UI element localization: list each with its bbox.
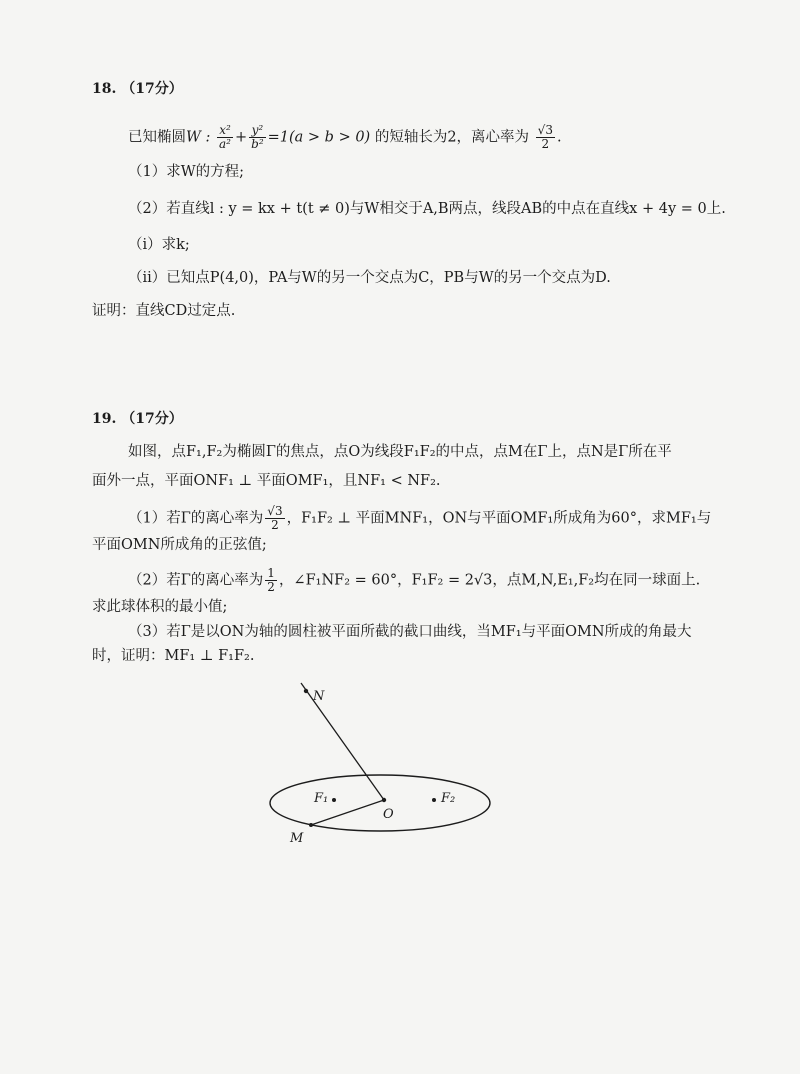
label-N: N — [313, 689, 325, 704]
question-18-part-1: （1）求W的方程; — [128, 164, 245, 180]
ellipse-gamma — [270, 775, 490, 831]
question-19-part-3-line-2: 时，证明：MF₁ ⊥ F₁F₂. — [92, 648, 255, 664]
label-O: O — [383, 807, 394, 822]
fraction-x: $\frac{\text{x²}}{\text{a²}}$ — [219, 123, 231, 151]
question-19-points: （17分） — [121, 411, 183, 427]
label-M: M — [290, 831, 304, 846]
question-19-part-3-line-1: （3）若Γ是以ON为轴的圆柱被平面所截的截口曲线，当MF₁与平面OMN所成的角最大 — [128, 624, 692, 640]
question-19-stem-line-1: 如图，点F₁,F₂为椭圆Γ的焦点，点O为线段F₁F₂的中点，点M在Γ上，点N是Γ所在平 — [128, 444, 672, 460]
eccentricity-fraction: $\frac{√3}{2}$ — [537, 123, 553, 151]
fraction-y: $\frac{\text{y²}}{\text{b²}}$ — [251, 123, 264, 151]
question-19-part-2-line-1: （2）若Γ的离心率为 $\frac{1}{2}$ ，∠F₁NF₂ = 60°，F₁F₂ = 2√3，点M,N,E₁,F₂均在同一球面上. — [128, 566, 701, 594]
question-18-number: 18. — [92, 81, 117, 97]
question-18-proof: 证明：直线CD过定点. — [92, 303, 236, 319]
question-18-part-2i: （ⅰ）求k; — [128, 237, 190, 253]
question-18-part-2: （2）若直线l : y = kx + t(t ≠ 0)与W相交于A,B两点，线段AB的中点在直线x + 4y = 0上. — [128, 201, 726, 217]
question-19-number: 19. — [92, 411, 117, 427]
question-18-part-2ii: （ⅱ）已知点P(4,0)，PA与W的另一个交点为C，PB与W的另一个交点为D. — [128, 270, 611, 286]
equation-tail: =1(a > b > 0) — [267, 129, 371, 146]
question-19-part-1-line-1: （1）若Γ的离心率为 $\frac{√3}{2}$ ，F₁F₂ ⊥ 平面MNF₁，ON与平面OMF₁所成角为60°，求MF₁与 — [128, 504, 712, 532]
stem-middle: 的短轴长为2，离心率为 — [374, 129, 530, 146]
curve-name: W — [186, 129, 201, 146]
label-F1: F₁ — [314, 791, 329, 806]
stem-prefix: 已知椭圆 — [128, 129, 186, 146]
part-1-eccentricity-fraction: $\frac{√3}{2}$ — [267, 504, 283, 532]
question-19-part-2-line-2: 求此球体积的最小值; — [92, 599, 228, 615]
question-19-part-1-line-2: 平面OMN所成角的正弦值; — [92, 537, 267, 553]
point-F1 — [332, 798, 336, 802]
question-19-stem-line-2: 面外一点，平面ONF₁ ⊥ 平面OMF₁，且NF₁ < NF₂. — [92, 473, 441, 489]
point-M — [309, 823, 313, 827]
question-18-points: （17分） — [121, 81, 183, 97]
part-2-eccentricity-fraction: $\frac{1}{2}$ — [267, 566, 275, 594]
question-18-stem: 已知椭圆W : $\frac{\text{x²}}{\text{a²}}$ + $\frac{\text{y²}}{\text{b²}}$ =1(a > b > 0) 的短轴长为2，离心率为 $\frac{√3}{2}$ . — [128, 123, 562, 151]
point-N — [304, 689, 308, 693]
point-O — [382, 798, 386, 802]
label-F2: F₂ — [441, 791, 456, 806]
point-F2 — [432, 798, 436, 802]
